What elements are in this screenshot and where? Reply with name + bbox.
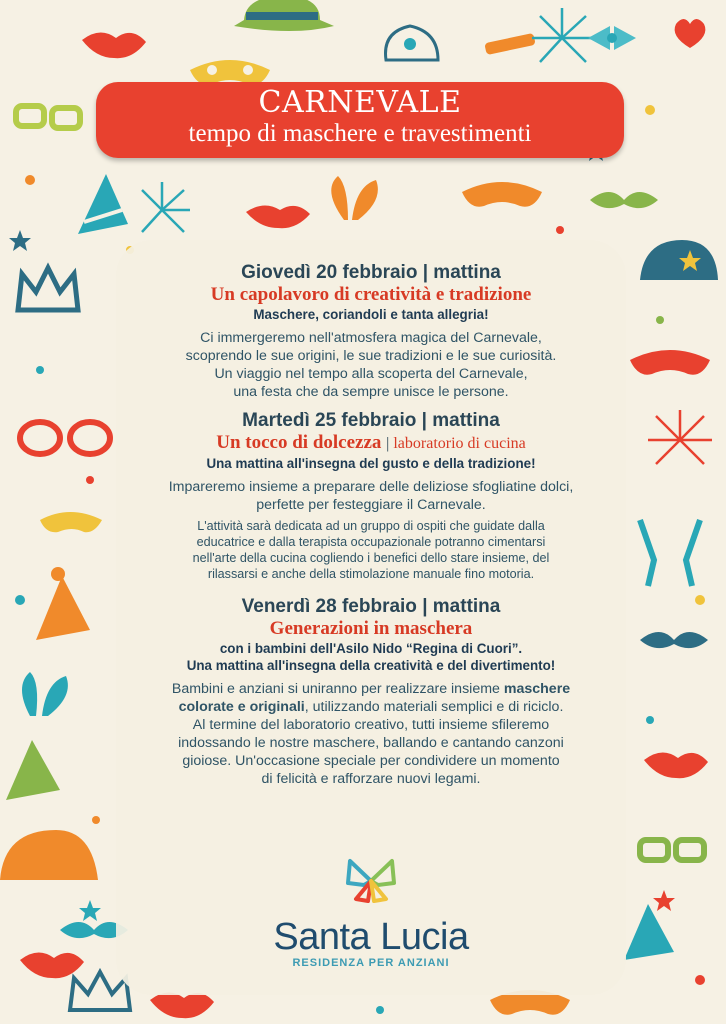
event-title: Un capolavoro di creatività e tradizione	[210, 284, 532, 305]
event-title: Un tocco di dolcezza	[216, 432, 382, 453]
party-hat-icon-2	[36, 567, 90, 640]
event-text-line: perfette per festeggiare il Carnevale.	[256, 497, 486, 513]
bold-text: maschere	[503, 681, 571, 697]
firework-icon	[532, 8, 592, 62]
bowler-hat-icon-3	[640, 240, 718, 280]
party-hat-icon-3	[6, 740, 60, 800]
event-detail-line: nell'arte della cucina cogliendo i benefici dello stare insieme, del	[192, 551, 550, 565]
logo-name: Santa Lucia	[273, 916, 469, 958]
event-text-line: gioiose. Un'occasione speciale per condividere un momento	[182, 753, 560, 769]
event-2	[116, 410, 626, 582]
firework-icon-3	[648, 410, 712, 464]
glasses-icon-2	[20, 422, 110, 454]
event-text-line: indossando le nostre maschere, ballando e cantando canzoni	[178, 735, 564, 751]
party-horn-icon	[484, 33, 535, 55]
lips-icon-5	[150, 992, 214, 1018]
event-title: Generazioni in maschera	[269, 618, 473, 639]
event-3	[116, 596, 626, 788]
event-detail-line: rilassarsi e anche della stimolazione manuale fino motoria.	[207, 567, 535, 581]
party-hat-icon	[78, 174, 128, 234]
bowler-hat-icon	[234, 0, 334, 31]
events-list	[116, 262, 626, 788]
event-subtitle: con i bambini dell'Asilo Nido “Regina di Cuori”.	[219, 641, 523, 656]
event-text-line: colorate e originali, utilizzando materiali semplici e di riciclo.	[178, 699, 564, 715]
santa-lucia-logo	[258, 855, 484, 969]
event-subtitle: Maschere, coriandoli e tanta allegria!	[253, 307, 489, 322]
event-title-row: Un tocco di dolcezza | laboratorio di cucina	[216, 432, 526, 453]
event-text-line: Un viaggio nel tempo alla scoperta del Carnevale,	[214, 366, 528, 382]
banner-subtitle: tempo di maschere e travestimenti	[188, 120, 532, 147]
bunny-ears-icon-2	[22, 672, 68, 716]
bunny-ears-icon	[331, 176, 378, 220]
title-banner	[96, 82, 624, 158]
bow-tie-icon	[588, 26, 636, 50]
event-text-line: di felicità e rafforzare nuovi legami.	[261, 771, 481, 787]
event-text-line: scoprendo le sue origini, le sue tradizioni e le sue curiosità.	[185, 348, 557, 364]
banner-title: CARNEVALE	[258, 85, 462, 120]
event-title-extra: laboratorio di cucina	[393, 435, 526, 452]
event-text-line: Ci immergeremo nell'atmosfera magica del Carnevale,	[200, 330, 542, 346]
mustache-icon	[590, 192, 658, 208]
event-1	[116, 262, 626, 401]
lips-icon-4	[644, 752, 708, 778]
firework-icon-2	[142, 182, 190, 232]
event-detail-line: educatrice e dalla terapista occupazionale potranno cimentarsi	[196, 535, 546, 549]
event-subtitle: Una mattina all'insegna della creatività e del divertimento!	[186, 658, 556, 673]
glasses-icon-3	[640, 840, 704, 860]
mask-icon-3	[40, 512, 102, 532]
event-subtitle: Una mattina all'insegna del gusto e della tradizione!	[206, 456, 536, 471]
event-text-line: una festa che da sempre unisce le persone.	[233, 384, 509, 400]
bowler-hat-icon-2	[0, 830, 98, 880]
heart-icon	[675, 19, 706, 48]
champagne-glasses-icon	[640, 520, 700, 586]
tiara-icon	[386, 26, 439, 60]
event-text-line: Impareremo insieme a preparare delle deliziose sfogliatine dolci,	[168, 479, 574, 495]
lips-icon	[82, 32, 146, 58]
party-hat-icon-4	[624, 904, 674, 960]
lips-icon-2	[246, 205, 310, 228]
butterfly-logo-icon	[342, 855, 400, 907]
event-detail-line: L'attività sarà dedicata ad un gruppo di ospiti che guidate dalla	[197, 519, 545, 533]
crown-icon	[18, 268, 78, 310]
lips-icon-3	[20, 952, 84, 978]
bold-text: colorate e originali	[178, 699, 305, 715]
event-text-line: Al termine del laboratorio creativo, tutti insieme sfileremo	[192, 717, 550, 733]
mustache-icon-3	[640, 632, 708, 648]
event-date: Giovedì 20 febbraio | mattina	[241, 262, 501, 283]
logo-tagline: RESIDENZA PER ANZIANI	[292, 957, 450, 969]
mask-icon-4	[630, 350, 710, 375]
event-date: Venerdì 28 febbraio | mattina	[241, 596, 501, 617]
glasses-icon	[16, 106, 80, 128]
mask-icon-2	[462, 182, 542, 207]
event-date: Martedì 25 febbraio | mattina	[242, 410, 500, 431]
event-text-line: Bambini e anziani si uniranno per realizzare insieme maschere	[171, 681, 571, 697]
